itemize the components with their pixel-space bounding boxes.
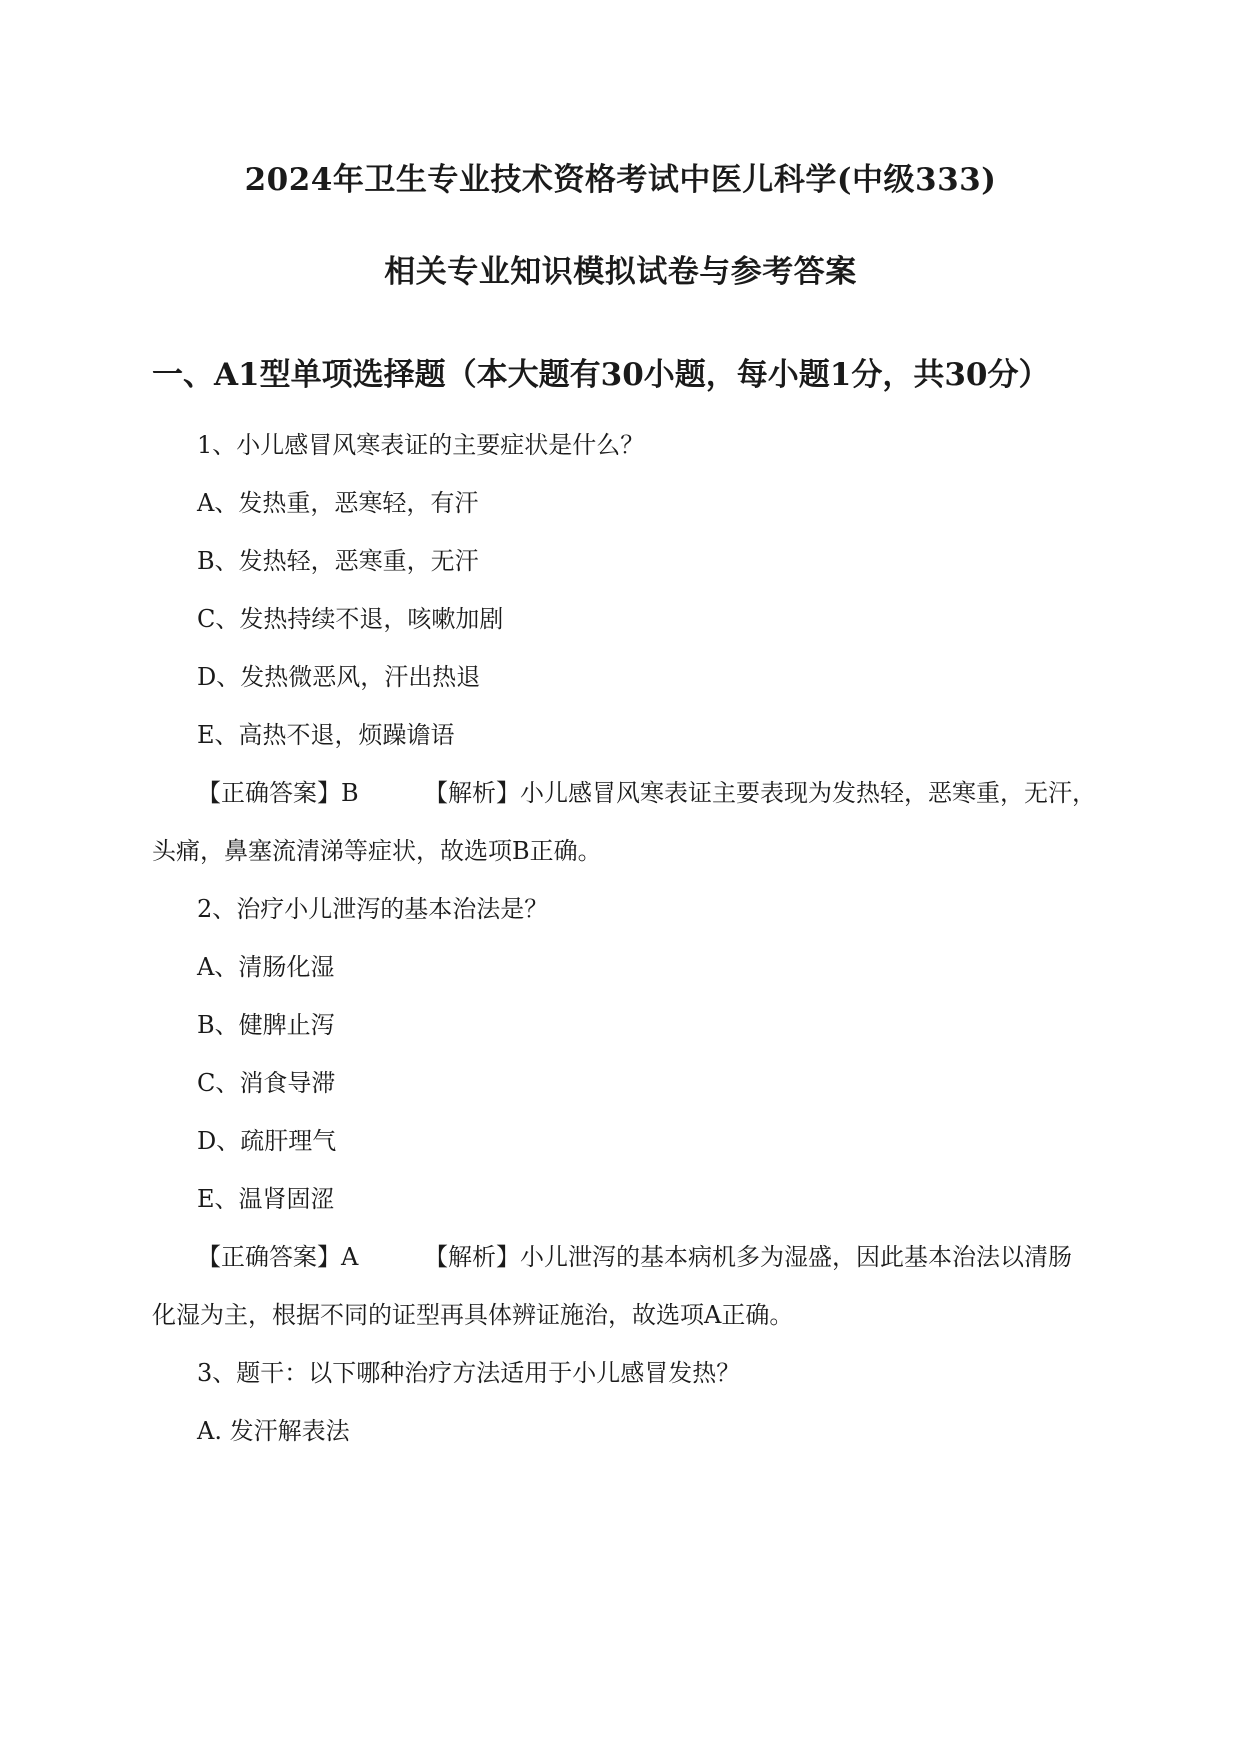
option-c: C、发热持续不退，咳嗽加剧 [197,605,504,633]
option-d: D、疏肝理气 [197,1127,337,1155]
question-stem: 1、小儿感冒风寒表证的主要症状是什么？ [197,431,645,459]
option-a: A、发热重，恶寒轻，有汗 [197,489,479,517]
analysis-text: 【解析】小儿泄泻的基本病机多为湿盛，因此基本治法以清肠 [424,1243,1072,1271]
option-b: B、健脾止泻 [197,1011,335,1039]
analysis-text-continued: 头痛，鼻塞流清涕等症状，故选项B正确。 [152,837,602,865]
option-a: A. 发汗解表法 [197,1417,350,1445]
option-e: E、温肾固涩 [197,1185,335,1213]
correct-answer-label: 【正确答案】B [197,779,359,807]
option-e: E、高热不退，烦躁谵语 [197,721,455,749]
analysis-text-continued: 化湿为主，根据不同的证型再具体辨证施治，故选项A正确。 [152,1301,794,1329]
option-a: A、清肠化湿 [197,953,335,981]
document-title-line1: 2024年卫生专业技术资格考试中医儿科学(中级333) [244,162,997,198]
question-stem: 3、题干：以下哪种治疗方法适用于小儿感冒发热？ [197,1359,741,1387]
option-c: C、消食导滞 [197,1069,336,1097]
section-heading: 一、A1型单项选择题（本大题有30小题，每小题1分，共30分） [152,357,1050,393]
question-stem: 2、治疗小儿泄泻的基本治法是？ [197,895,549,923]
analysis-text: 【解析】小儿感冒风寒表证主要表现为发热轻，恶寒重，无汗， [424,779,1096,807]
document-title-line2: 相关专业知识模拟试卷与参考答案 [384,254,857,290]
option-b: B、发热轻，恶寒重，无汗 [197,547,479,575]
correct-answer-label: 【正确答案】A [197,1243,359,1271]
option-d: D、发热微恶风，汗出热退 [197,663,481,691]
